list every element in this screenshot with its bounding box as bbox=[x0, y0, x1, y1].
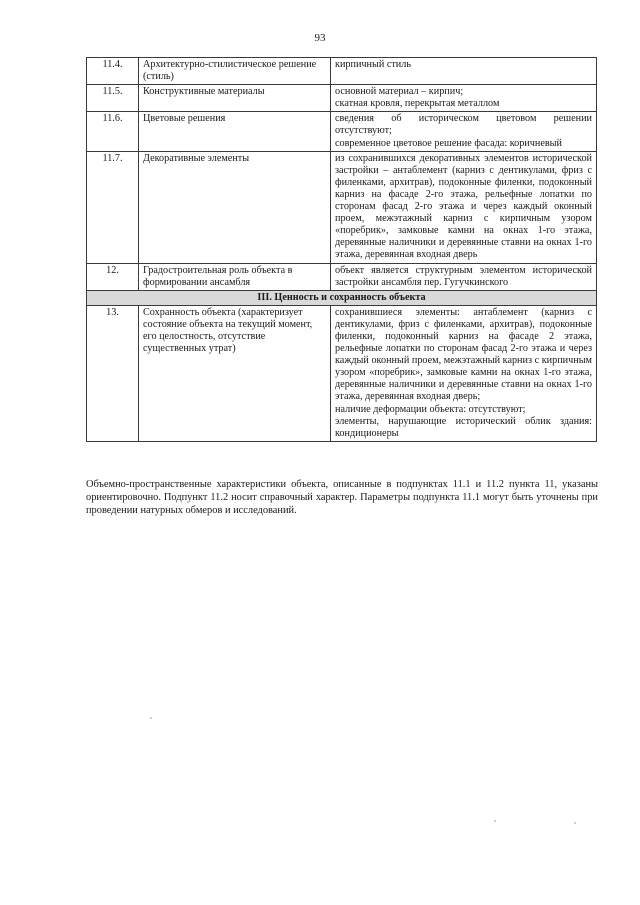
item-value-line: объект является структурным элементом исторической застройки ансамбля пер. Гугучкинского bbox=[335, 264, 592, 288]
item-value bbox=[331, 58, 597, 85]
section-title: III. Ценность и сохранность объекта bbox=[87, 290, 597, 305]
item-number: 11.5. bbox=[87, 85, 139, 112]
item-name: Конструктивные материалы bbox=[139, 85, 331, 112]
section-header-row bbox=[87, 290, 597, 305]
table-row bbox=[87, 263, 597, 290]
item-value-line: из сохранившихся декоративных элементов исторической застройки – антаблемент (карниз с дентикулами, фриз с филенками, архитрав), подоконные филенки, подоконный карниз на фасаде 2-го этажа, рельефные лопатки по сторонам фасад 2-го этажа и через каждый оконный проем, межэтажный карниз с кирпичным узором «поребрик», замковые камни на окнах 1-го этажа, деревянные наличники и деревянные ставни на окнах 1-го этажа, деревянная входная дверь bbox=[335, 152, 592, 261]
item-value-line: наличие деформации объекта: отсутствуют; bbox=[335, 403, 526, 415]
item-value bbox=[331, 151, 597, 263]
item-value bbox=[331, 112, 597, 151]
item-value-line: сохранившиеся элементы: антаблемент (карниз с дентикулами, фриз с филенками, архитрав), подоконные филенки, подоконный карниз на фасаде 2 этажа, рельефные лопатки по сторонам фасад 2-го этажа и через каждый оконный проем, межэтажный карниз с кирпичным узором «поребрик», замковые камни на окнах 1-го этажа, деревянные наличники и деревянные ставни на окнах 1-го этажа, деревянная входная дверь; bbox=[335, 306, 592, 403]
item-value-line: современное цветовое решение фасада: коричневый bbox=[335, 137, 562, 149]
item-name: Цветовые решения bbox=[139, 112, 331, 151]
item-number: 11.6. bbox=[87, 112, 139, 151]
item-value bbox=[331, 305, 597, 441]
footnote-paragraph: Объемно-пространственные характеристики объекта, описанные в подпунктах 11.1 и 11.2 пункта 11, указаны ориентировочно. Подпункт 11.2 носит справочный характер. Параметры подпункта 11.1 могут быть уточнены при проведении натурных обмеров и исследований. bbox=[86, 479, 598, 516]
page-number: 93 bbox=[314, 32, 326, 44]
item-value bbox=[331, 85, 597, 112]
table-row bbox=[87, 151, 597, 263]
table-row bbox=[87, 305, 597, 441]
item-value-line: скатная кровля, перекрытая металлом bbox=[335, 98, 500, 110]
item-name: Архитектурно-стилистическое решение (стиль) bbox=[139, 58, 331, 85]
item-value-line: элементы, нарушающие исторический облик здания: кондиционеры bbox=[335, 415, 592, 439]
scan-speck bbox=[150, 717, 152, 719]
item-value-line: основной материал – кирпич; bbox=[335, 86, 464, 98]
table-row bbox=[87, 58, 597, 85]
table-body bbox=[87, 58, 597, 442]
item-value bbox=[331, 263, 597, 290]
passport-table bbox=[86, 57, 597, 442]
table-row bbox=[87, 85, 597, 112]
item-name: Сохранность объекта (характеризует состояние объекта на текущий момент, его целостность, отсутствие существенных утрат) bbox=[139, 305, 331, 441]
item-value-line: сведения об историческом цветовом решении отсутствуют; bbox=[335, 113, 592, 137]
item-value-line: кирпичный стиль bbox=[335, 59, 411, 70]
item-name: Градостроительная роль объекта в формировании ансамбля bbox=[139, 263, 331, 290]
scan-speck bbox=[494, 820, 496, 822]
table-row bbox=[87, 112, 597, 151]
item-number: 13. bbox=[87, 305, 139, 441]
item-name: Декоративные элементы bbox=[139, 151, 331, 263]
item-number: 11.7. bbox=[87, 151, 139, 263]
item-number: 12. bbox=[87, 263, 139, 290]
item-number: 11.4. bbox=[87, 58, 139, 85]
scan-speck bbox=[574, 822, 576, 824]
